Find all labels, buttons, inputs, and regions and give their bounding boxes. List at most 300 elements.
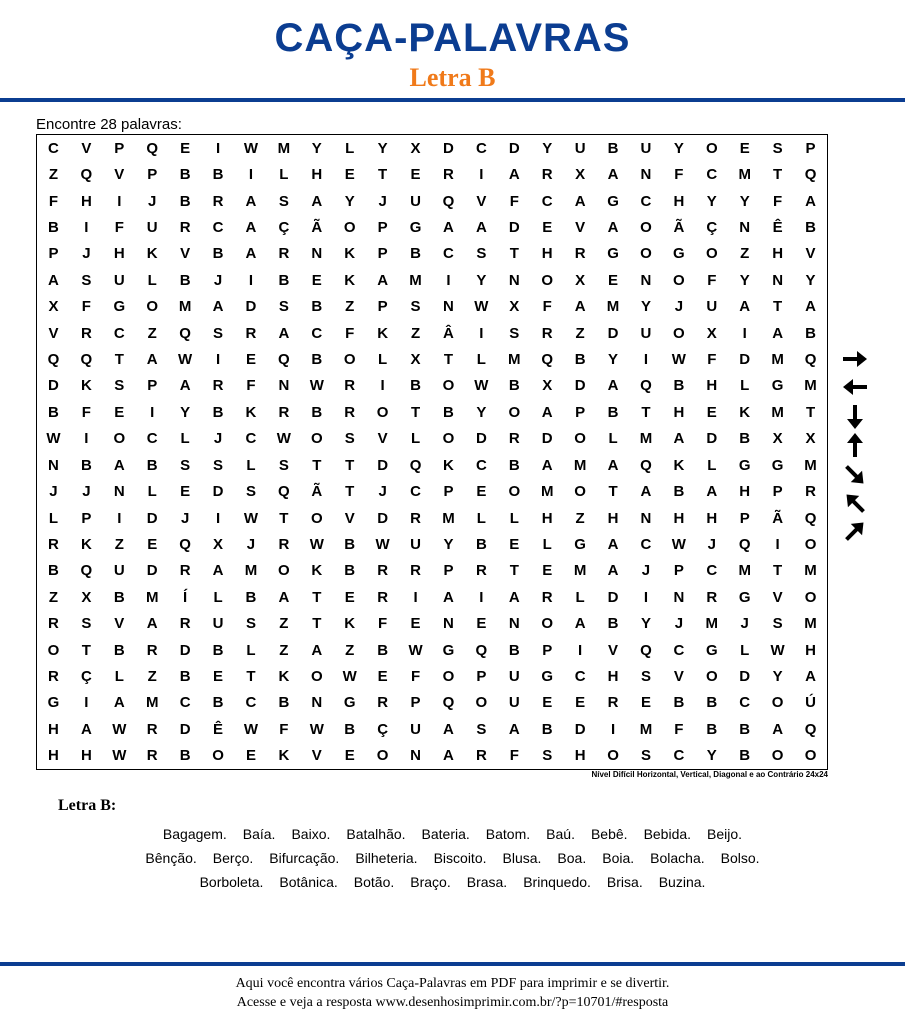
grid-cell: S	[278, 456, 289, 474]
grid-cell: C	[48, 139, 59, 157]
grid-cell: Z	[345, 298, 355, 316]
bottom-divider	[0, 962, 905, 966]
grid-cell: L	[345, 139, 355, 157]
grid-cell: X	[213, 535, 224, 553]
grid-cell: D	[146, 562, 158, 580]
word-item: Bolso.	[720, 850, 760, 866]
grid-cell: K	[443, 456, 454, 474]
grid-cell: M	[639, 430, 653, 448]
grid-cell: D	[706, 430, 718, 448]
grid-cell: P	[377, 245, 388, 263]
grid-cell: B	[344, 720, 356, 738]
grid-cell: S	[213, 456, 224, 474]
grid-cell: N	[739, 218, 751, 236]
grid-cell: D	[179, 641, 191, 659]
grid-cell: E	[542, 694, 553, 712]
grid-cell: V	[673, 668, 684, 686]
grid-cell: E	[245, 747, 256, 765]
grid-cell: R	[245, 324, 257, 342]
grid-cell: O	[47, 641, 60, 659]
grid-cell: H	[673, 192, 685, 210]
grid-cell: O	[541, 615, 554, 633]
grid-cell: A	[245, 218, 257, 236]
grid-cell: Y	[476, 271, 487, 289]
grid-cell: P	[377, 298, 388, 316]
grid-cell: B	[146, 456, 158, 474]
grid-cell: S	[476, 245, 487, 263]
grid-cell: D	[245, 298, 257, 316]
grid-cell: I	[117, 192, 122, 210]
grid-cell: L	[147, 271, 157, 289]
word-item: Berço.	[212, 850, 254, 866]
grid-cell: F	[81, 403, 91, 421]
grid-cell: F	[114, 218, 124, 236]
grid-cell: I	[446, 271, 451, 289]
grid-cell: D	[443, 139, 454, 157]
grid-cell: A	[541, 456, 553, 474]
word-item: Batom.	[485, 826, 531, 842]
grid-cell: L	[575, 588, 585, 606]
grid-cell: C	[574, 668, 586, 686]
grid-cell: M	[277, 139, 291, 157]
page-subtitle: Letra B	[409, 63, 496, 92]
grid-cell: G	[738, 456, 751, 474]
grid-cell: Q	[278, 483, 290, 501]
grid-cell: I	[479, 324, 484, 342]
grid-cell: C	[541, 192, 553, 210]
grid-cell: B	[607, 403, 619, 421]
grid-cell: M	[508, 351, 521, 369]
grid-cell: D	[475, 430, 487, 448]
arrow-right-icon	[840, 346, 870, 372]
grid-cell: D	[574, 377, 586, 395]
grid-cell: B	[739, 747, 751, 765]
grid-cell: T	[81, 641, 91, 659]
grid-cell: C	[673, 641, 685, 659]
grid-cell: R	[146, 641, 158, 659]
grid-cell: B	[80, 456, 92, 474]
grid-cell: M	[771, 403, 784, 421]
grid-cell: P	[443, 562, 454, 580]
grid-cell: B	[673, 377, 685, 395]
grid-cell: C	[673, 747, 685, 765]
grid-cell: Q	[738, 535, 751, 553]
grid-cell: V	[575, 218, 586, 236]
arrow-up-left-icon	[840, 490, 870, 516]
grid-cell: H	[48, 720, 59, 738]
grid-cell: X	[410, 351, 421, 369]
grid-cell: A	[772, 720, 784, 738]
grid-cell: I	[610, 720, 616, 738]
grid-cell: U	[508, 694, 520, 712]
grid-cell: O	[212, 747, 224, 765]
grid-cell: M	[804, 456, 817, 474]
grid-cell: T	[312, 615, 322, 633]
grid-cell: F	[509, 192, 519, 210]
grid-cell: O	[343, 218, 356, 236]
grid-cell: B	[607, 139, 619, 157]
grid-cell: E	[739, 139, 750, 157]
grid-cell: B	[212, 166, 224, 184]
grid-cell: E	[180, 483, 191, 501]
grid-cell: D	[739, 351, 751, 369]
grid-cell: O	[442, 668, 455, 686]
grid-cell: B	[410, 377, 421, 395]
word-list-line	[0, 822, 905, 846]
grid-cell: O	[310, 430, 323, 448]
grid-cell: H	[80, 192, 92, 210]
grid-cell: D	[212, 483, 224, 501]
grid-cell: O	[541, 271, 554, 289]
grid-cell: T	[345, 483, 355, 501]
grid-cell: P	[114, 139, 125, 157]
grid-cell: O	[574, 430, 586, 448]
grid-cell: J	[641, 562, 651, 580]
grid-cell: B	[805, 324, 816, 342]
grid-cell: W	[342, 668, 357, 686]
grid-cell: B	[739, 430, 751, 448]
grid-cell: E	[509, 535, 520, 553]
grid-cell: Q	[804, 166, 817, 184]
grid-cell: A	[443, 588, 454, 606]
grid-cell: B	[311, 403, 323, 421]
grid-cell: M	[738, 562, 751, 580]
grid-cell: L	[114, 668, 124, 686]
grid-cell: M	[804, 377, 817, 395]
grid-cell: A	[245, 192, 257, 210]
grid-cell: R	[410, 509, 421, 527]
grid-cell: T	[805, 403, 816, 421]
grid-cell: N	[508, 615, 520, 633]
word-item: Brinquedo.	[523, 874, 591, 890]
grid-cell: G	[771, 377, 784, 395]
grid-cell: T	[114, 351, 124, 369]
grid-cell: H	[739, 483, 751, 501]
grid-cell: Q	[179, 535, 191, 553]
grid-cell: V	[48, 324, 59, 342]
grid-cell: R	[410, 562, 421, 580]
grid-cell: Ã	[772, 509, 784, 527]
grid-cell: W	[375, 535, 390, 553]
grid-cell: I	[84, 218, 89, 236]
grid-cell: S	[245, 615, 256, 633]
grid-cell: J	[213, 430, 223, 448]
grid-cell: B	[113, 641, 125, 659]
grid-cell: W	[474, 377, 489, 395]
grid-cell: R	[278, 245, 290, 263]
grid-cell: J	[707, 535, 716, 553]
grid-cell: E	[575, 694, 586, 712]
grid-cell: T	[378, 166, 388, 184]
grid-cell: S	[180, 456, 191, 474]
grid-cell: Q	[804, 351, 817, 369]
grid-cell: V	[476, 192, 487, 210]
grid-cell: A	[212, 298, 224, 316]
word-item: Bateria.	[421, 826, 470, 842]
grid-cell: W	[112, 720, 127, 738]
grid-cell: T	[773, 562, 783, 580]
word-item: Bilheteria.	[355, 850, 418, 866]
grid-cell: V	[114, 166, 125, 184]
grid-cell: B	[377, 641, 389, 659]
grid-cell: E	[542, 218, 553, 236]
grid-cell: S	[542, 747, 553, 765]
grid-cell: C	[146, 430, 158, 448]
grid-cell: L	[509, 509, 519, 527]
grid-cell: I	[413, 588, 418, 606]
arrow-left-icon	[840, 374, 870, 400]
word-item: Braço.	[410, 874, 451, 890]
grid-cell: A	[607, 456, 619, 474]
word-list-title: Letra B:	[58, 797, 117, 814]
grid-cell: B	[410, 245, 421, 263]
grid-cell: M	[804, 615, 817, 633]
grid-cell: Q	[541, 351, 554, 369]
grid-cell: B	[311, 351, 323, 369]
grid-cell: Ê	[772, 218, 783, 236]
grid-cell: S	[344, 430, 355, 448]
word-item: Brasa.	[466, 874, 508, 890]
grid-cell: R	[212, 192, 224, 210]
grid-cell: C	[640, 535, 652, 553]
grid-cell: C	[640, 192, 652, 210]
grid-cell: K	[80, 377, 92, 395]
grid-cell: T	[509, 245, 519, 263]
grid-cell: Ç	[706, 218, 718, 236]
grid-cell: J	[674, 298, 684, 316]
grid-cell: F	[707, 271, 717, 289]
grid-cell: U	[410, 535, 421, 553]
grid-cell: O	[113, 430, 126, 448]
grid-cell: B	[508, 456, 520, 474]
grid-cell: C	[179, 694, 191, 712]
grid-cell: S	[410, 298, 421, 316]
grid-cell: E	[410, 166, 421, 184]
grid-cell: G	[541, 668, 554, 686]
grid-cell: J	[49, 483, 58, 501]
grid-cell: D	[377, 456, 389, 474]
grid-cell: Q	[47, 351, 60, 369]
grid-cell: M	[540, 483, 554, 501]
grid-cell: E	[180, 139, 191, 157]
word-item: Bebê.	[590, 826, 628, 842]
grid-cell: B	[179, 668, 191, 686]
grid-cell: A	[443, 218, 454, 236]
grid-cell: M	[771, 351, 784, 369]
grid-cell: V	[114, 615, 125, 633]
grid-cell: Ê	[213, 720, 224, 738]
word-list-line	[0, 846, 905, 870]
grid-cell: M	[409, 271, 422, 289]
grid-cell: Z	[345, 641, 355, 659]
grid-cell: Q	[804, 720, 817, 738]
grid-cell: V	[608, 641, 619, 659]
grid-cell: C	[212, 218, 224, 236]
grid-cell: U	[574, 139, 586, 157]
grid-cell: J	[213, 271, 223, 289]
grid-cell: B	[48, 562, 59, 580]
grid-cell: A	[607, 562, 619, 580]
grid-cell: T	[312, 588, 322, 606]
grid-cell: Ú	[805, 694, 816, 712]
grid-cell: T	[509, 562, 519, 580]
grid-cell: N	[640, 271, 652, 289]
word-item: Boa.	[557, 850, 587, 866]
grid-cell: L	[608, 430, 618, 448]
grid-cell: Y	[640, 615, 651, 633]
grid-cell: R	[48, 668, 59, 686]
grid-cell: J	[378, 483, 387, 501]
grid-cell: O	[640, 245, 652, 263]
grid-cell: I	[742, 324, 747, 342]
level-note: Nível Difícil Horizontal, Vertical, Diagonal e ao Contrário 24x24	[591, 770, 828, 779]
grid-cell: H	[541, 245, 553, 263]
grid-cell: Q	[640, 641, 652, 659]
grid-cell: I	[775, 535, 780, 553]
grid-cell: Y	[706, 747, 717, 765]
grid-cell: T	[279, 509, 289, 527]
grid-cell: A	[475, 218, 487, 236]
word-item: Buzina.	[658, 874, 706, 890]
word-item: Botão.	[353, 874, 395, 890]
grid-cell: R	[344, 377, 356, 395]
grid-cell: R	[706, 588, 718, 606]
grid-cell: P	[805, 139, 816, 157]
grid-cell: E	[344, 747, 355, 765]
grid-cell: Z	[114, 535, 124, 553]
grid-cell: L	[279, 166, 289, 184]
grid-cell: D	[607, 588, 619, 606]
grid-cell: A	[311, 641, 323, 659]
grid-cell: T	[345, 456, 355, 474]
grid-cell: A	[278, 588, 290, 606]
grid-cell: M	[804, 562, 817, 580]
word-item: Biscoito.	[433, 850, 487, 866]
grid-cell: E	[344, 588, 355, 606]
grid-cell: P	[81, 509, 92, 527]
grid-cell: E	[311, 271, 322, 289]
grid-cell: W	[178, 351, 193, 369]
grid-cell: X	[410, 139, 421, 157]
grid-cell: B	[245, 588, 257, 606]
grid-cell: G	[442, 641, 455, 659]
grid-cell: X	[772, 430, 783, 448]
grid-cell: V	[772, 588, 783, 606]
grid-cell: H	[311, 166, 323, 184]
grid-cell: C	[706, 166, 718, 184]
grid-cell: S	[509, 324, 520, 342]
grid-cell: A	[574, 298, 586, 316]
grid-cell: H	[673, 509, 685, 527]
grid-cell: E	[542, 562, 553, 580]
grid-cell: O	[804, 747, 817, 765]
grid-cell: K	[80, 535, 92, 553]
grid-cell: P	[476, 668, 487, 686]
grid-cell: O	[607, 747, 619, 765]
grid-cell: O	[640, 218, 652, 236]
grid-cell: U	[410, 720, 421, 738]
grid-cell: F	[773, 192, 783, 210]
grid-cell: G	[607, 192, 619, 210]
grid-cell: U	[212, 615, 224, 633]
grid-cell: Q	[278, 351, 290, 369]
grid-cell: F	[707, 351, 717, 369]
grid-cell: C	[245, 430, 257, 448]
grid-cell: R	[48, 535, 59, 553]
grid-cell: G	[47, 694, 60, 712]
grid-cell: R	[508, 430, 520, 448]
grid-cell: A	[640, 483, 652, 501]
grid-cell: A	[311, 192, 323, 210]
grid-cell: I	[578, 641, 583, 659]
grid-cell: V	[311, 747, 322, 765]
grid-cell: R	[48, 615, 59, 633]
grid-cell: B	[212, 641, 224, 659]
grid-cell: B	[805, 218, 816, 236]
grid-cell: K	[739, 403, 751, 421]
grid-cell: Q	[804, 509, 817, 527]
grid-cell: A	[212, 562, 224, 580]
grid-cell: A	[706, 483, 718, 501]
grid-cell: B	[508, 377, 520, 395]
grid-cell: J	[148, 192, 157, 210]
grid-cell: A	[607, 535, 619, 553]
grid-cell: U	[706, 298, 718, 316]
grid-cell: Q	[179, 324, 191, 342]
grid-cell: E	[245, 351, 256, 369]
grid-cell: A	[48, 271, 59, 289]
grid-cell: B	[508, 641, 520, 659]
grid-cell: M	[639, 720, 653, 738]
grid-cell: P	[48, 245, 59, 263]
grid-cell: A	[805, 668, 816, 686]
grid-cell: E	[640, 694, 651, 712]
grid-cell: N	[673, 588, 685, 606]
grid-cell: Y	[608, 351, 619, 369]
grid-cell: K	[377, 324, 389, 342]
grid-cell: B	[48, 403, 59, 421]
grid-cell: I	[215, 509, 221, 527]
direction-legend	[836, 346, 876, 556]
grid-cell: G	[574, 535, 586, 553]
grid-cell: M	[178, 298, 192, 316]
grid-cell: L	[213, 588, 223, 606]
word-item: Borboleta.	[199, 874, 264, 890]
grid-cell: E	[147, 535, 158, 553]
grid-cell: N	[640, 509, 652, 527]
grid-cell: A	[508, 166, 520, 184]
grid-cell: O	[705, 668, 718, 686]
grid-cell: G	[113, 298, 126, 316]
grid-cell: R	[80, 324, 92, 342]
grid-cell: P	[739, 509, 750, 527]
grid-cell: N	[772, 271, 784, 289]
grid-cell: E	[608, 271, 619, 289]
grid-cell: D	[541, 430, 553, 448]
grid-cell: H	[706, 377, 718, 395]
grid-cell: W	[671, 351, 686, 369]
grid-cell: J	[246, 535, 256, 553]
grid-cell: T	[410, 403, 421, 421]
grid-cell: L	[542, 535, 552, 553]
grid-cell: X	[48, 298, 59, 316]
grid-cell: A	[179, 377, 191, 395]
grid-cell: D	[179, 720, 191, 738]
grid-cell: H	[706, 509, 718, 527]
grid-cell: K	[278, 747, 290, 765]
grid-cell: Q	[80, 351, 93, 369]
grid-cell: D	[574, 720, 586, 738]
